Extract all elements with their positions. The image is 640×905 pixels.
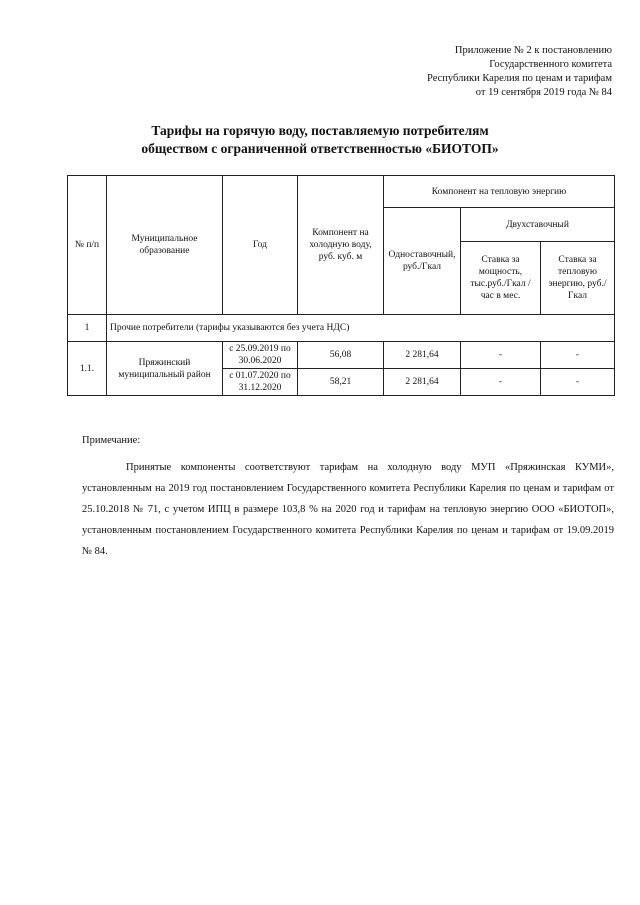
table-row bbox=[68, 342, 615, 369]
title-line-1: Тарифы на горячую воду, поставляемую потребителям bbox=[151, 123, 489, 138]
row-cold-value: 58,21 bbox=[298, 369, 384, 396]
section-label: Прочие потребители (тарифы указываются без учета НДС) bbox=[107, 315, 615, 342]
appendix-line-4: от 19 сентября 2019 года № 84 bbox=[475, 87, 612, 98]
appendix-line-2: Государственного комитета bbox=[489, 59, 612, 70]
row-period: с 01.07.2020 по 31.12.2020 bbox=[223, 369, 298, 396]
row-energy-value: - bbox=[541, 342, 615, 369]
appendix-line-3: Республики Карелия по ценам и тарифам bbox=[427, 73, 612, 84]
row-one-rate-value: 2 281,64 bbox=[384, 342, 461, 369]
header-capacity-rate: Ставка за мощность, тыс.руб./Гкал / час в мес. bbox=[461, 242, 541, 315]
header-heat-component: Компонент на тепловую энергию bbox=[384, 176, 615, 208]
section-num: 1 bbox=[68, 315, 107, 342]
group-num: 1.1. bbox=[68, 342, 107, 396]
document-title bbox=[0, 122, 640, 158]
group-municipality: Пряжинский муниципальный район bbox=[107, 342, 223, 396]
header-num: № п/п bbox=[68, 176, 107, 315]
tariff-table bbox=[67, 175, 615, 396]
notes-text: Принятые компоненты соответствуют тарифам на холодную воду МУП «Пряжинская КУМИ», установленным на 2019 год постановлением Государственного комитета Республики Карелия по ценам и тарифам от 25.10.2018 № 71, с учетом ИПЦ в размере 103,8 % на 2020 год и тарифам на тепловую энергию ООО «БИОТОП», установленным постановлением Государственного комитета Республики Карелия по ценам и тарифам от 19.09.2019 № 84. bbox=[82, 462, 614, 557]
row-period: с 25.09.2019 по 30.06.2020 bbox=[223, 342, 298, 369]
header-energy-rate: Ставка за тепловую энергию, руб./Гкал bbox=[541, 242, 615, 315]
notes-heading: Примечание: bbox=[82, 435, 141, 446]
header-municipality: Муниципальное образование bbox=[107, 176, 223, 315]
header-one-rate: Одноставочный, руб./Гкал bbox=[384, 208, 461, 315]
section-row bbox=[68, 315, 615, 342]
notes-section bbox=[82, 430, 614, 562]
appendix-line-1: Приложение № 2 к постановлению bbox=[454, 45, 612, 56]
appendix-header bbox=[427, 44, 612, 100]
title-line-2: обществом с ограниченной ответственностью «БИОТОП» bbox=[141, 141, 499, 156]
row-energy-value: - bbox=[541, 369, 615, 396]
row-capacity-value: - bbox=[461, 342, 541, 369]
row-one-rate-value: 2 281,64 bbox=[384, 369, 461, 396]
header-cold-water: Компонент на холодную воду, руб. куб. м bbox=[298, 176, 384, 315]
row-cold-value: 56,08 bbox=[298, 342, 384, 369]
header-two-rate: Двухставочный bbox=[461, 208, 615, 242]
row-capacity-value: - bbox=[461, 369, 541, 396]
header-year: Год bbox=[223, 176, 298, 315]
